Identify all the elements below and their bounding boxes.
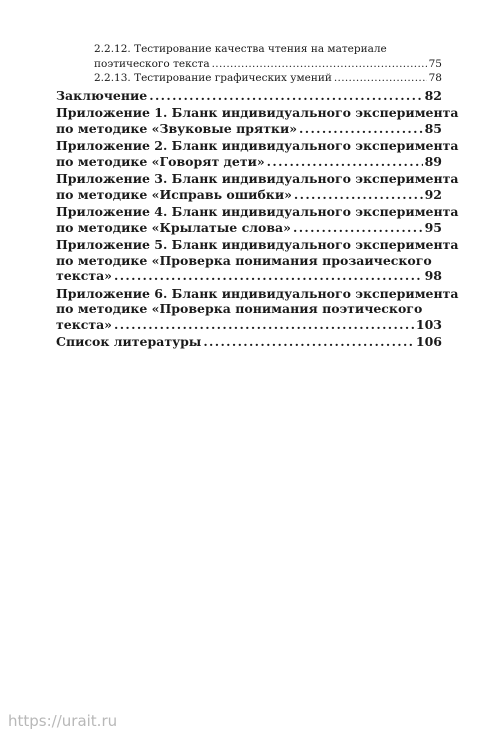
page-number: 95 <box>424 219 442 235</box>
page-number: 75 <box>428 57 442 70</box>
toc-entry-title: Приложение 3. Бланк индивидуального эксперимента <box>56 171 459 186</box>
toc-entry-title: текста» <box>56 316 112 332</box>
toc-entry-title: по методике «Крылатые слова» <box>56 219 291 235</box>
dot-leader <box>114 317 414 333</box>
page-number: 106 <box>415 334 442 349</box>
page-number: 89 <box>424 153 442 169</box>
toc-entry-appendix-2[interactable] <box>56 138 459 169</box>
toc-entry-title: Приложение 2. Бланк индивидуального эксперимента <box>56 138 459 153</box>
toc-entry-2-2-13[interactable] <box>56 71 442 86</box>
toc-entry-title: Список литературы <box>56 334 202 349</box>
toc-entry-title: Приложение 1. Бланк индивидуального эксперимента <box>56 105 459 120</box>
toc-entry-appendix-1[interactable] <box>56 105 459 136</box>
page-number: 92 <box>424 186 442 202</box>
toc-entry-title: Приложение 5. Бланк индивидуального эксперимента <box>56 237 459 252</box>
page-number: 82 <box>424 87 442 103</box>
dot-leader <box>267 154 423 170</box>
toc-entry-title: поэтического текста <box>94 57 210 70</box>
toc-entry-title: по методике «Звуковые прятки» <box>56 120 298 136</box>
page-number: 78 <box>428 72 442 84</box>
toc-entry-title: 2.2.12. Тестирование качества чтения на материале <box>94 43 387 55</box>
toc-entry-title: по методике «Проверка понимания прозаического <box>56 252 432 268</box>
toc-entry-appendix-5[interactable] <box>56 237 459 284</box>
toc-entry-appendix-3[interactable] <box>56 171 459 202</box>
toc-entry-appendix-4[interactable] <box>56 204 459 235</box>
dot-leader <box>293 220 423 236</box>
toc-entry-2-2-12[interactable] <box>56 42 442 71</box>
page-number: 103 <box>415 316 442 332</box>
toc-entry-title: Приложение 4. Бланк индивидуального эксперимента <box>56 204 459 219</box>
toc-entry-title: Заключение <box>56 87 148 103</box>
dot-leader <box>114 268 423 284</box>
toc-entry-title: по методике «Проверка понимания поэтического <box>56 301 423 316</box>
toc-entry-title: Приложение 6. Бланк индивидуального эксперимента <box>56 285 459 301</box>
page-number: 98 <box>424 268 442 283</box>
dot-leader <box>203 334 414 350</box>
toc-entry-appendix-6[interactable] <box>56 285 459 333</box>
toc-entry-title: текста» <box>56 268 112 283</box>
table-of-contents <box>56 42 459 350</box>
dot-leader <box>294 187 423 203</box>
toc-entry-title: по методике «Говорят дети» <box>56 153 265 169</box>
page-number: 85 <box>424 120 442 136</box>
dot-leader <box>149 88 422 104</box>
dot-leader <box>299 121 423 137</box>
toc-entry-title: 2.2.13. Тестирование графических умений <box>94 72 332 84</box>
toc-entry-title: по методике «Исправь ошибки» <box>56 186 292 202</box>
toc-entry-bibliography[interactable] <box>56 334 442 350</box>
dot-leader <box>334 71 427 86</box>
watermark-url: https://urait.ru <box>8 712 118 730</box>
dot-leader <box>212 57 427 72</box>
toc-entry-conclusion[interactable] <box>56 88 442 104</box>
